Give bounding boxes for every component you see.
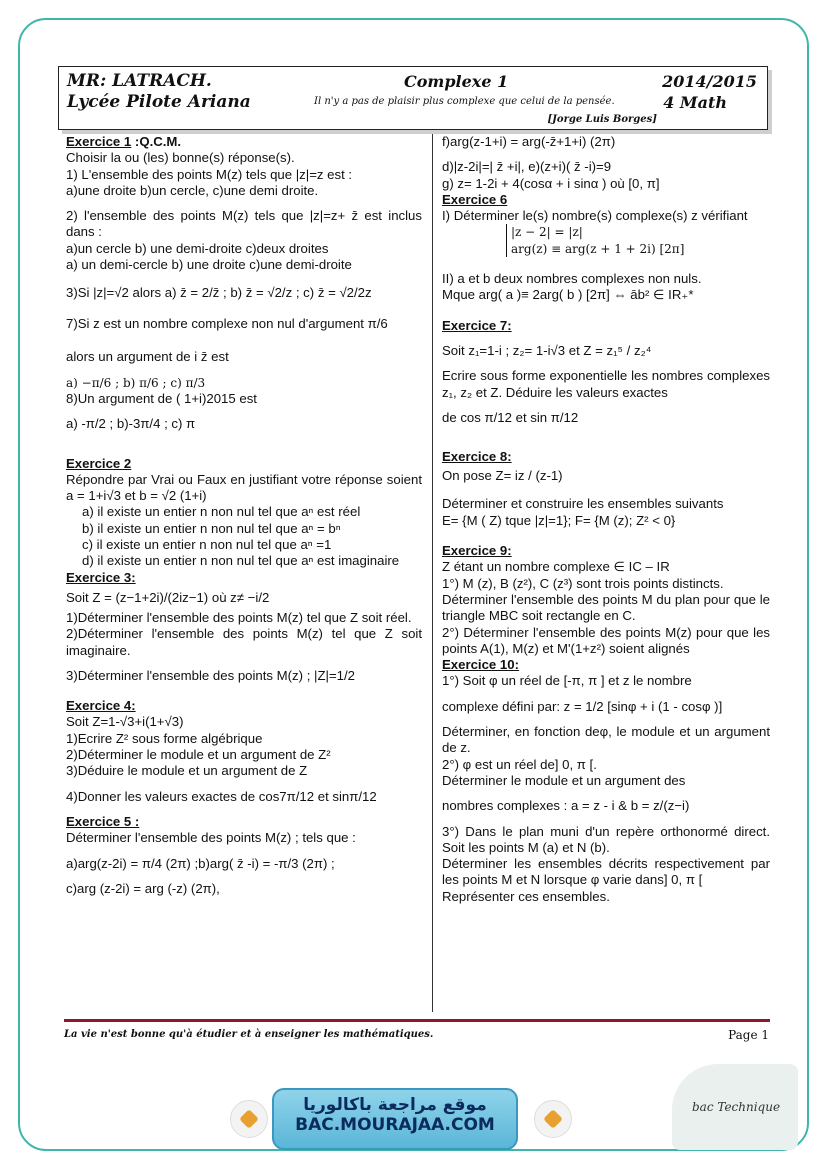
text-line: a)un cercle b) une demi-droite c)deux droites (66, 240, 329, 256)
text-line: 2)Déterminer le module et un argument de Z² (66, 747, 331, 763)
ex6-heading: Exercice 6 (442, 191, 508, 207)
ex3-heading: Exercice 3: (66, 569, 136, 585)
right-column (442, 134, 770, 905)
text-line: 8)Un argument de ( 1+i)2015 est (66, 390, 257, 406)
text-line: 3)Déterminer l'ensemble des points M(z) ; |Z|=1/2 (66, 667, 355, 683)
text-line: a) il existe un entier n non nul tel que aⁿ est réel (82, 504, 361, 520)
text-line: a) -π/2 ; b)-3π/4 ; c) π (66, 416, 196, 432)
text-line: Soit z₁=1-i ; z₂= 1-i√3 et Z = z₁⁵ / z₂⁴ (442, 342, 652, 358)
footer-motto: La vie n'est bonne qu'à étudier et à enseigner les mathématiques. (64, 1029, 434, 1040)
text-line: Soit Z=1-√3+i(1+√3) (66, 714, 184, 730)
text-line: de cos π/12 et sin π/12 (442, 409, 579, 425)
text-line: c)arg (z-2i) = arg (-z) (2π), (66, 880, 220, 896)
column-separator (432, 134, 433, 1012)
text-line: 1°) M (z), B (z²), C (z³) sont trois points distincts. (442, 575, 724, 591)
page-number: Page 1 (728, 1028, 769, 1042)
text-line: f)arg(z-1+i) = arg(-z̄+1+i) (2π) (442, 134, 616, 149)
text-line: 3)Si |z|=√2 alors a) z̄ = 2/z̄ ; b) z̄ = √2/z ; c) z̄ = √2/2z (66, 285, 372, 301)
ex7-heading: Exercice 7: (442, 317, 512, 333)
text-line: E= {M ( Z) tque |z|=1}; F= {M (z); Z² < 0} (442, 512, 676, 528)
footer-rule (64, 1019, 770, 1022)
bac-technique-badge (672, 1064, 798, 1150)
site-logo-icon (534, 1100, 572, 1138)
text-line: Représenter ces ensembles. (442, 888, 610, 904)
banner-arabic: موقع مراجعة باكالوريا (303, 1095, 487, 1115)
text-line: complexe défini par: z = 1/2 [sinφ + i (1 - cosφ )] (442, 698, 723, 714)
text-line: 4)Donner les valeurs exactes de cos7π/12 et sinπ/12 (66, 788, 377, 804)
text-line: Déterminer les ensembles décrits respectivement par les points M et N lorsque φ varie dans] 0, π [ (442, 856, 770, 888)
text-line: nombres complexes : a = z - i & b = z/(z−i) (442, 798, 690, 814)
text-line: Ecrire sous forme exponentielle les nombres complexes z₁, z₂ et Z. Déduire les valeurs exactes (442, 368, 770, 400)
equation-line: |z − 2| = |z| (511, 225, 583, 240)
badge-text: bac Technique (692, 1100, 781, 1114)
text-line: Déterminer le module et un argument des (442, 772, 686, 788)
header-box (58, 66, 768, 130)
text-line: Mque arg( a )≡ 2arg( b ) [2π] ⇔ āb² ∈ IR₊* (442, 287, 694, 303)
text-line: Déterminer et construire les ensembles suivants (442, 496, 724, 512)
text-line: d) il existe un entier n non nul tel que aⁿ est imaginaire (82, 553, 400, 569)
text-line: alors un argument de i z̄ est (66, 349, 229, 365)
text-line: II) a et b deux nombres complexes non nuls. (442, 271, 702, 287)
text-line: 1) L'ensemble des points M(z) tels que |z|=z est : (66, 166, 353, 182)
site-logo-icon (230, 1100, 268, 1138)
text-line: Soit Z = (z−1+2i)/(2iz−1) où z≠ −i/2 (66, 589, 270, 605)
text-line: 2°) φ est un réel de] 0, π [. (442, 756, 597, 772)
text-line: 1)Ecrire Z² sous forme algébrique (66, 730, 263, 746)
text-line: 7)Si z est un nombre complexe non nul d'argument π/6 (66, 316, 388, 332)
ex10-heading: Exercice 10: (442, 657, 519, 673)
text-line: a)arg(z-2i) = π/4 (2π) ;b)arg( z̄ -i) = -π/3 (2π) ; (66, 855, 335, 871)
text-line: a)une droite b)un cercle, c)une demi droite. (66, 182, 319, 198)
ex1-heading: Exercice 1 :Q.C.M. (66, 134, 182, 149)
site-banner[interactable] (272, 1088, 518, 1150)
text-line: Déterminer, en fonction deφ, le module et un argument de z. (442, 724, 770, 756)
banner-url[interactable]: BAC.MOURAJAA.COM (295, 1115, 495, 1135)
equation-line: arg(z) ≡ arg(z + 1 + 2i) [2π] (511, 241, 685, 256)
text-line: 1)Déterminer l'ensemble des points M(z) tel que Z soit réel. (66, 609, 412, 625)
text-line: I) Déterminer le(s) nombre(s) complexe(s) z vérifiant (442, 208, 748, 224)
text-line: Z étant un nombre complexe ∈ IC – IR (442, 559, 670, 575)
text-line: 2)Déterminer l'ensemble des points M(z) tel que Z soit imaginaire. (66, 626, 422, 658)
text-line: d)|z-2i|=| z̄ +i|, e)(z+i)( z̄ -i)=9 (442, 159, 612, 175)
quote-author: [Jorge Luis Borges] (547, 114, 657, 125)
text-line: g) z= 1-2i + 4(cosα + i sinα ) où [0, π] (442, 175, 660, 191)
text-line: 1°) Soit φ un réel de [-π, π ] et z le nombre (442, 673, 692, 689)
text-line: 2°) Déterminer l'ensemble des points M(z) pour que les points A(1), M(z) et M'(1+z²) soient alignés (442, 624, 770, 656)
class-level: 4 Math (663, 93, 727, 112)
text-line: Choisir la ou (les) bonne(s) réponse(s). (66, 150, 295, 166)
text-line: Déterminer l'ensemble des points M(z) ; tels que : (66, 830, 356, 846)
text-line: a) −π/6 ; b) π/6 ; c) π/3 (66, 375, 206, 390)
text-line: c) il existe un entier n non nul tel que aⁿ =1 (82, 537, 332, 553)
text-line: 3°) Dans le plan muni d'un repère orthonormé direct. Soit les points M (a) et N (b). (442, 823, 770, 855)
ex2-heading: Exercice 2 (66, 455, 132, 471)
equation-system (506, 224, 770, 257)
left-column (66, 134, 422, 897)
school-year: 2014/2015 (662, 72, 757, 91)
ex8-heading: Exercice 8: (442, 449, 512, 465)
ex9-heading: Exercice 9: (442, 543, 512, 559)
ex4-heading: Exercice 4: (66, 698, 136, 714)
teacher-name: MR: LATRACH. (67, 71, 212, 91)
text-line: 3)Déduire le module et un argument de Z (66, 763, 308, 779)
text-line: a) un demi-cercle b) une droite c)une demi-droite (66, 257, 352, 273)
text-line: Déterminer l'ensemble des points M du plan pour que le triangle MBC soit rectangle en C. (442, 591, 770, 624)
text-line: On pose Z= iz / (z-1) (442, 468, 563, 484)
ex5-heading: Exercice 5 : (66, 813, 140, 829)
text-line: Répondre par Vrai ou Faux en justifiant votre réponse soient a = 1+i√3 et b = √2 (1+i) (66, 471, 422, 504)
text-line: b) il existe un entier n non nul tel que aⁿ = bⁿ (82, 520, 341, 536)
text-line: 2) l'ensemble des points M(z) tels que |z|=z+ z̄ est inclus dans : (66, 208, 422, 240)
page-title: Complexe 1 (404, 72, 509, 91)
header-quote: Il n'y a pas de plaisir plus complexe que celui de la pensée. (314, 96, 615, 107)
school-name: Lycée Pilote Ariana (67, 92, 251, 112)
